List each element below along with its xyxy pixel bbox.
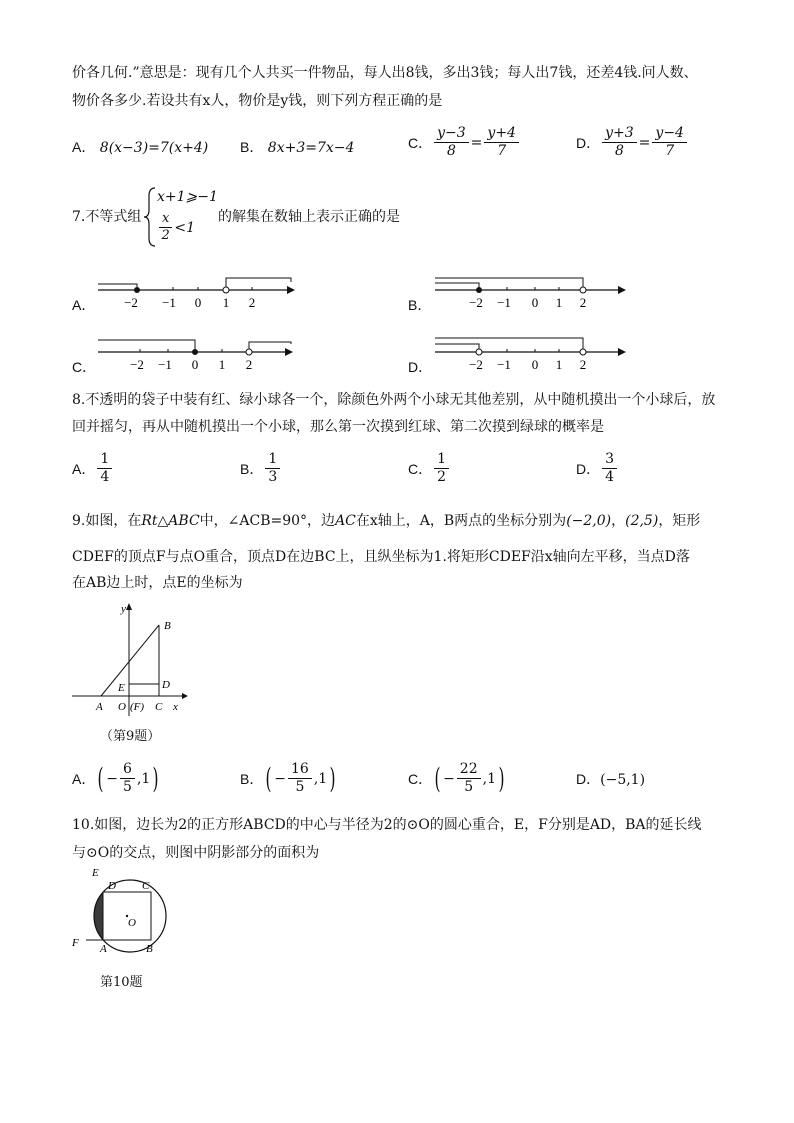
q6-option-a-expr: 8(x−3)=7(x+4) xyxy=(99,140,209,156)
q9-label-b: B xyxy=(164,620,171,632)
intro-line-1: 价各几何.”意思是：现有几个人共买一件物品，每人出8钱，多出3钱；每人出7钱，还差4钱.问人数、 xyxy=(72,65,698,81)
q6-option-a: A． 8(x−3)=7(x+4) xyxy=(72,139,209,156)
axis-b-tick-1: 1 xyxy=(555,295,563,310)
axis-d-tick-1: 1 xyxy=(555,357,563,372)
q6-c-frac-1: $\frac{y-3}{8}$ xyxy=(434,126,469,160)
q9-line-2: CDEF的顶点F与点O重合，顶点D在边BC上，且纵坐标为1.将矩形CDEF沿x轴向左平移，当点D落 xyxy=(72,549,690,565)
axis-c-tick-m2: −2 xyxy=(130,357,144,372)
axis-c-tick-0: 0 xyxy=(191,357,199,372)
axis-a-tick-2: 2 xyxy=(248,295,256,310)
q9-caption: （第9题） xyxy=(100,729,161,744)
q7-numberline-d xyxy=(432,330,637,375)
q9-option-d: D．(−5,1) xyxy=(576,771,646,788)
q10-label-e: E xyxy=(92,867,99,879)
axis-d-tick-m2: −2 xyxy=(469,357,483,372)
q8-line-1: 8.不透明的袋子中装有红、绿小球各一个，除颜色外两个小球无其他差别，从中随机摸出一个小球后，放 xyxy=(72,392,716,408)
axis-a-tick-1: 1 xyxy=(222,295,230,310)
q7-inequality-1: x+1⩾−1 xyxy=(157,189,218,205)
q10-caption: 第10题 xyxy=(100,975,143,990)
q9-label-y: y xyxy=(121,603,126,615)
q9-line-3: 在AB边上时，点E的坐标为 xyxy=(72,575,243,591)
q7-option-a-label: A． xyxy=(72,297,96,313)
q6-c-frac-2: $\frac{y+4}{7}$ xyxy=(484,126,519,160)
q9-option-b: B． ( − $\frac{16}{5}$ ,1 ) xyxy=(240,761,336,796)
q6-d-frac-1: $\frac{y+3}{8}$ xyxy=(602,126,637,160)
q10-label-f: F xyxy=(72,937,79,949)
axis-c-tick-m1: −1 xyxy=(158,357,172,372)
axis-c-tick-1: 1 xyxy=(218,357,226,372)
intro-line-2: 物价各多少.若设共有x人，物价是y钱，则下列方程正确的是 xyxy=(72,93,443,109)
axis-d-tick-2: 2 xyxy=(579,357,587,372)
q7-suffix: 的解集在数轴上表示正确的是 xyxy=(218,209,400,225)
q9-label-d: D xyxy=(162,679,170,691)
q6-option-d: D． $\frac{y+3}{8}$ = $\frac{y-4}{7}$ xyxy=(576,126,689,160)
q8-option-b: B． $\frac{1}{3}$ xyxy=(240,452,282,486)
q7-numberline-b xyxy=(432,268,637,313)
q7-prefix: 7.不等式组 xyxy=(72,209,142,225)
q9-figure xyxy=(70,600,195,718)
q9-option-c: C． ( − $\frac{22}{5}$ ,1 ) xyxy=(408,761,505,796)
axis-a-tick-0: 0 xyxy=(194,295,202,310)
q9-label-f: (F) xyxy=(130,701,145,713)
q6-option-b: B． 8x+3=7x−4 xyxy=(240,139,355,156)
q7-option-d-label: D． xyxy=(408,359,433,375)
axis-b-tick-0: 0 xyxy=(531,295,539,310)
q6-option-b-expr: 8x+3=7x−4 xyxy=(267,140,355,156)
q9-label-e: E xyxy=(118,682,125,694)
axis-b-tick-m2: −2 xyxy=(469,295,483,310)
axis-b-tick-2: 2 xyxy=(579,295,587,310)
q9-line-1: 9.如图，在Rt△ABC中，∠ACB=90°，边AC在x轴上，A，B两点的坐标分别为(−2,0)，(2,5)，矩形 xyxy=(72,513,701,529)
q9-label-a: A xyxy=(96,701,103,713)
q9-label-c: C xyxy=(155,701,163,713)
q10-line-2: 与⊙O的交点，则图中阴影部分的面积为 xyxy=(72,845,320,861)
q7-system xyxy=(143,186,218,248)
q9-label-o: O xyxy=(118,701,126,713)
q7-inequality-2: $\frac{x}{2}$ <1 xyxy=(157,212,195,244)
q8-option-a: A． $\frac{1}{4}$ xyxy=(72,452,114,486)
q10-label-c: C xyxy=(142,880,150,892)
q7-numberline-c xyxy=(95,330,300,375)
axis-a-tick-m1: −1 xyxy=(162,295,176,310)
q10-label-b: B xyxy=(146,943,153,955)
axis-d-tick-0: 0 xyxy=(531,357,539,372)
q6-option-c: C． $\frac{y-3}{8}$ = $\frac{y+4}{7}$ xyxy=(408,126,521,160)
q8-option-c: C． $\frac{1}{2}$ xyxy=(408,452,451,486)
q7-option-b-label: B． xyxy=(408,297,432,313)
q8-line-2: 回并摇匀，再从中随机摸出一个小球，那么第一次摸到红球、第二次摸到绿球的概率是 xyxy=(72,419,604,435)
q10-label-o: O xyxy=(128,917,136,929)
q7-option-c-label: C． xyxy=(72,359,97,375)
axis-c-tick-2: 2 xyxy=(245,357,253,372)
q6-d-frac-2: $\frac{y-4}{7}$ xyxy=(652,126,687,160)
q10-line-1: 10.如图，边长为2的正方形ABCD的中心与半径为2的⊙O的圆心重合，E，F分别是AD，BA的延长线 xyxy=(72,817,702,833)
q8-option-d: D． $\frac{3}{4}$ xyxy=(576,452,619,486)
q9-option-a: A． ( − $\frac{6}{5}$ ,1 ) xyxy=(72,761,159,796)
q10-label-d: D xyxy=(108,880,116,892)
q10-label-a: A xyxy=(100,943,107,955)
q10-figure xyxy=(66,862,176,962)
axis-a-tick-m2: −2 xyxy=(124,295,138,310)
axis-d-tick-m1: −1 xyxy=(497,357,511,372)
q7-numberline-a xyxy=(95,268,300,313)
q9-label-x: x xyxy=(173,701,178,713)
brace-icon xyxy=(143,186,157,248)
axis-b-tick-m1: −1 xyxy=(497,295,511,310)
